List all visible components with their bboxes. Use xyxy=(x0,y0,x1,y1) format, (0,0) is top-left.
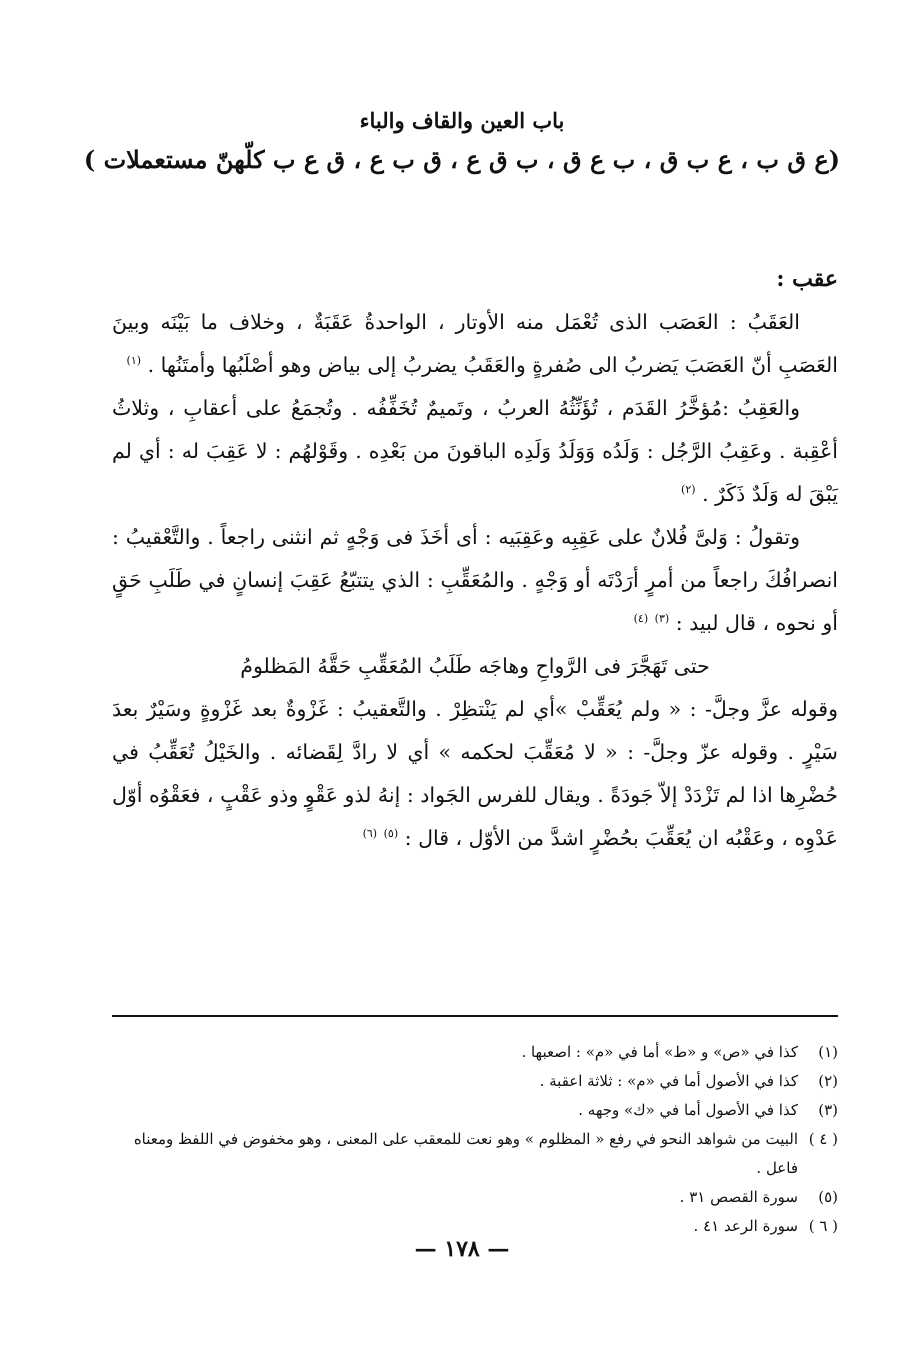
paragraph-3-text: وتقولُ : وَلىَّ فُلانٌ على عَقِبِه وعَقِبَيه : أى أخَذَ فى وَجْهٍ ثم انثنى راجعاً . والتَّعْقيبُ : انصرافُكَ راجعاً من أمرٍ أرَدْتَه أو وَجْهٍ . والمُعَقِّبِ : الذي يتتبّعُ عَقِبَ إنسانٍ في طَلَبِ حَقٍ أو نحوه ، قال لبيد : xyxy=(112,525,838,635)
page-number: — ١٧٨ — xyxy=(414,1236,510,1262)
footnote-mark-3: (٣) xyxy=(654,612,670,626)
footnote-text: كذا في الأصول أما في «ك» وجهه . xyxy=(578,1101,798,1119)
paragraph-4-text: وقوله عزَّ وجلَّ- : « ولم يُعَقِّبْ »أي لم يَنْتظِرْ . والتَّعقيبُ : غَزْوةٌ بعد غَزْوةٍ وسَيْرٌ بعدَ سَيْرٍ . وقوله عزّ وجلَّ- : « لا مُعَقِّبَ لحكمه » أي لا رادَّ لِقَضائه . والخَيْلُ تُعَقِّبُ في حُضْرِها اذا لم تَزْدَدْ إلاّ جَودَةً . ويقال للفرس الجَواد : إنهُ لذو عَقْوٍ وذو عَقْبٍ ، فعَقْوُه أوّل عَدْوِه ، وعَقْبُه ان يُعَقِّبَ بحُضْرٍ اشدَّ من الأوّل ، قال : xyxy=(112,697,838,850)
entry-body xyxy=(112,258,838,860)
footnote-mark-2: (٢) xyxy=(681,483,696,497)
paragraph-1-text: العَقَبُ : العَصَب الذى تُعْمَل منه الأوتار ، الواحدةُ عَقَبَةٌ ، وخلاف ما بَيْنَه وبينَ العَصَبِ أنّ العَصَبَ يَضربُ الى صُفرةٍ والعَقَبُ يضربُ إلى بياض وهو أصْلَبُها وأمتَنُها . xyxy=(112,310,838,377)
paragraph-3 xyxy=(112,516,838,645)
paragraph-2 xyxy=(112,387,838,516)
footnote xyxy=(112,1125,838,1183)
entry-headword: عقب : xyxy=(776,266,838,292)
footnote xyxy=(112,1038,838,1067)
footnote-number: (٥) xyxy=(818,1188,838,1206)
footnote-text: كذا في الأصول أما في «م» : ثلاثة اعقبة . xyxy=(539,1072,798,1090)
footnote-mark-5: (٥) xyxy=(383,827,399,841)
footnote-mark-6: (٦) xyxy=(362,827,378,841)
paragraph-1 xyxy=(112,301,838,387)
footnote-mark-4: (٤) xyxy=(633,612,649,626)
footnote-number: (٢) xyxy=(818,1072,838,1090)
footnote-mark-1: (١) xyxy=(126,354,142,368)
footnote xyxy=(112,1067,838,1096)
chapter-subtitle: (ع ق ب ، ع ب ق ، ب ع ق ، ب ق ع ، ق ب ع ، ق ع ب كلّهنّ مستعملات ) xyxy=(83,145,840,174)
footnote-number: (١) xyxy=(818,1043,838,1061)
paragraph-2-text: والعَقِبُ :مُؤخَّرُ القَدَم ، تُؤَنِّثُهُ العربُ ، وتَميمٌ تُخَفِّفُه . وتُجمَعُ على أعقابِ ، وثلاثُ أعْقِبة . وعَقِبُ الرَّجُل : وَلَدُه وَوَلَدُ وَلَدِه الباقونَ من بَعْدِه . وقَوْلهُم : لا عَقِبَ له : أي لم يَبْقَ له وَلَدٌ ذَكَرٌ . xyxy=(112,396,838,506)
footnote xyxy=(112,1183,838,1212)
footnote xyxy=(112,1096,838,1125)
footnote-text: سورة القصص ٣١ . xyxy=(679,1188,798,1206)
footnotes xyxy=(112,1038,838,1241)
footnote-number: ( ٤ ) xyxy=(808,1130,838,1148)
paragraph-4 xyxy=(112,688,838,860)
footnote-text: البيت من شواهد النحو في رفع « المظلوم » وهو نعت للمعقب على المعنى ، وهو مخفوض في اللفظ ومعناه فاعل . xyxy=(133,1130,798,1177)
footnote-number: (٣) xyxy=(818,1101,838,1119)
poetry-verse: حتى تَهَجَّرَ فى الرَّواحِ وهاجَه طَلَبُ المُعَقِّبِ حَقَّهُ المَظلومُ xyxy=(240,654,710,678)
chapter-title: باب العين والقاف والباء xyxy=(359,108,565,133)
footnote-text: سورة الرعد ٤١ . xyxy=(693,1217,798,1235)
footnote-number: ( ٦ ) xyxy=(808,1217,838,1235)
footnote-text: كذا في «ص» و «ط» أما في «م» : اصعبها . xyxy=(521,1043,798,1061)
footnote-divider xyxy=(112,1015,838,1017)
